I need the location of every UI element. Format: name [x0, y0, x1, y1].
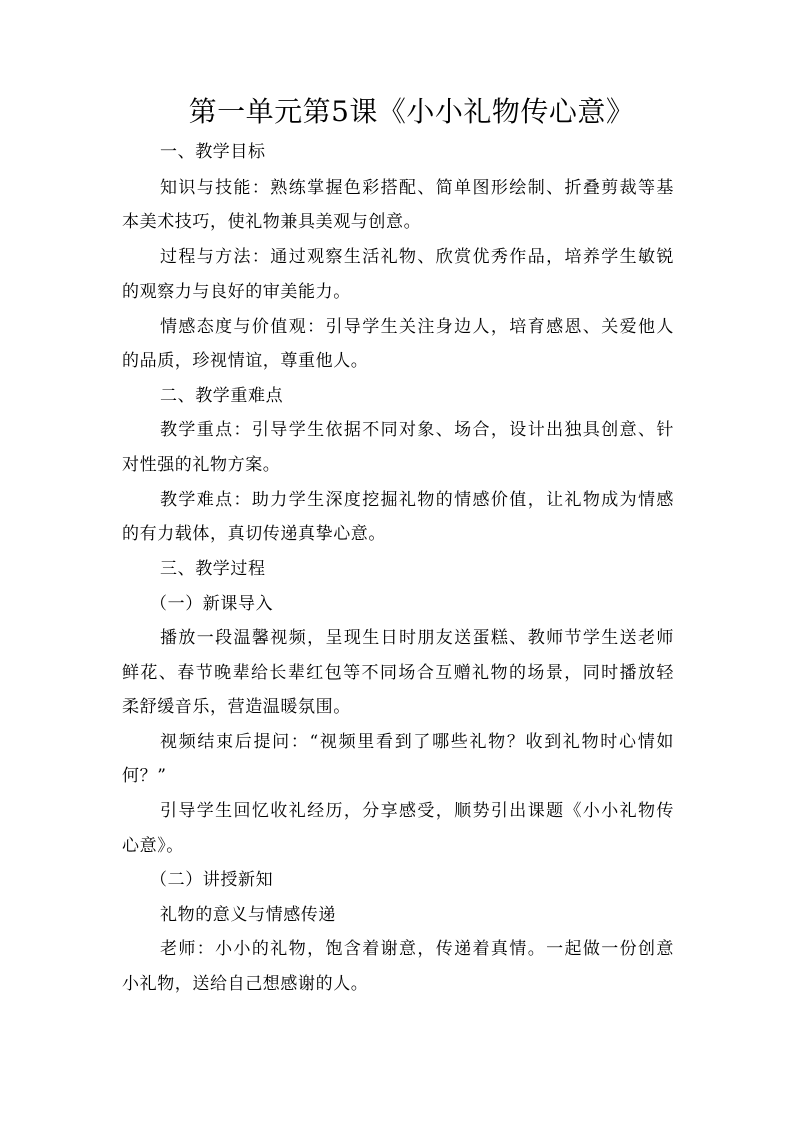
paragraph-line: 柔舒缓音乐，营造温暖氛围。 — [122, 697, 351, 717]
paragraph-line: 知识与技能：熟练掌握色彩搭配、简单图形绘制、折叠剪裁等基 — [160, 178, 674, 198]
section-heading-process: 三、教学过程 — [160, 559, 266, 579]
paragraph-line: 小礼物，送给自己想感谢的人。 — [122, 974, 369, 994]
paragraph-line: 何？” — [122, 766, 167, 786]
paragraph-line: 心意》。 — [122, 836, 184, 856]
paragraph-line: 鲜花、春节晚辈给长辈红包等不同场合互赠礼物的场景，同时播放轻 — [122, 663, 674, 683]
paragraph-line: 本美术技巧，使礼物兼具美观与创意。 — [122, 212, 422, 232]
paragraph-line: 过程与方法：通过观察生活礼物、欣赏优秀作品，培养学生敏锐 — [160, 247, 674, 267]
paragraph-line: 教学难点：助力学生深度挖掘礼物的情感价值，让礼物成为情感 — [160, 490, 674, 510]
section-heading-key-points: 二、教学重难点 — [160, 386, 284, 406]
paragraph-line: 视频结束后提问：“视频里看到了哪些礼物？收到礼物时心情如 — [160, 732, 674, 752]
subsection-heading-intro: （一）新课导入 — [150, 594, 274, 614]
section-heading-objectives: 一、教学目标 — [160, 142, 266, 162]
paragraph-line: 的有力载体，真切传递真挚心意。 — [122, 524, 386, 544]
paragraph-line: 播放一段温馨视频，呈现生日时朋友送蛋糕、教师节学生送老师 — [160, 628, 674, 648]
paragraph-line: 老师：小小的礼物，饱含着谢意，传递着真情。一起做一份创意 — [160, 939, 674, 959]
subsection-heading-new-knowledge: （二）讲授新知 — [150, 870, 274, 890]
paragraph-line: 的观察力与良好的审美能力。 — [122, 282, 351, 302]
paragraph-line: 教学重点：引导学生依据不同对象、场合，设计出独具创意、针 — [160, 420, 674, 440]
paragraph-line: 的品质，珍视情谊，尊重他人。 — [122, 351, 369, 371]
paragraph-line: 引导学生回忆收礼经历，分享感受，顺势引出课题《小小礼物传 — [160, 801, 674, 821]
paragraph-line: 情感态度与价值观：引导学生关注身边人，培育感恩、关爱他人 — [160, 317, 674, 337]
document-title: 第一单元第5课《小小礼物传心意》 — [188, 95, 635, 128]
topic-line: 礼物的意义与情感传递 — [160, 905, 336, 925]
paragraph-line: 对性强的礼物方案。 — [122, 455, 281, 475]
